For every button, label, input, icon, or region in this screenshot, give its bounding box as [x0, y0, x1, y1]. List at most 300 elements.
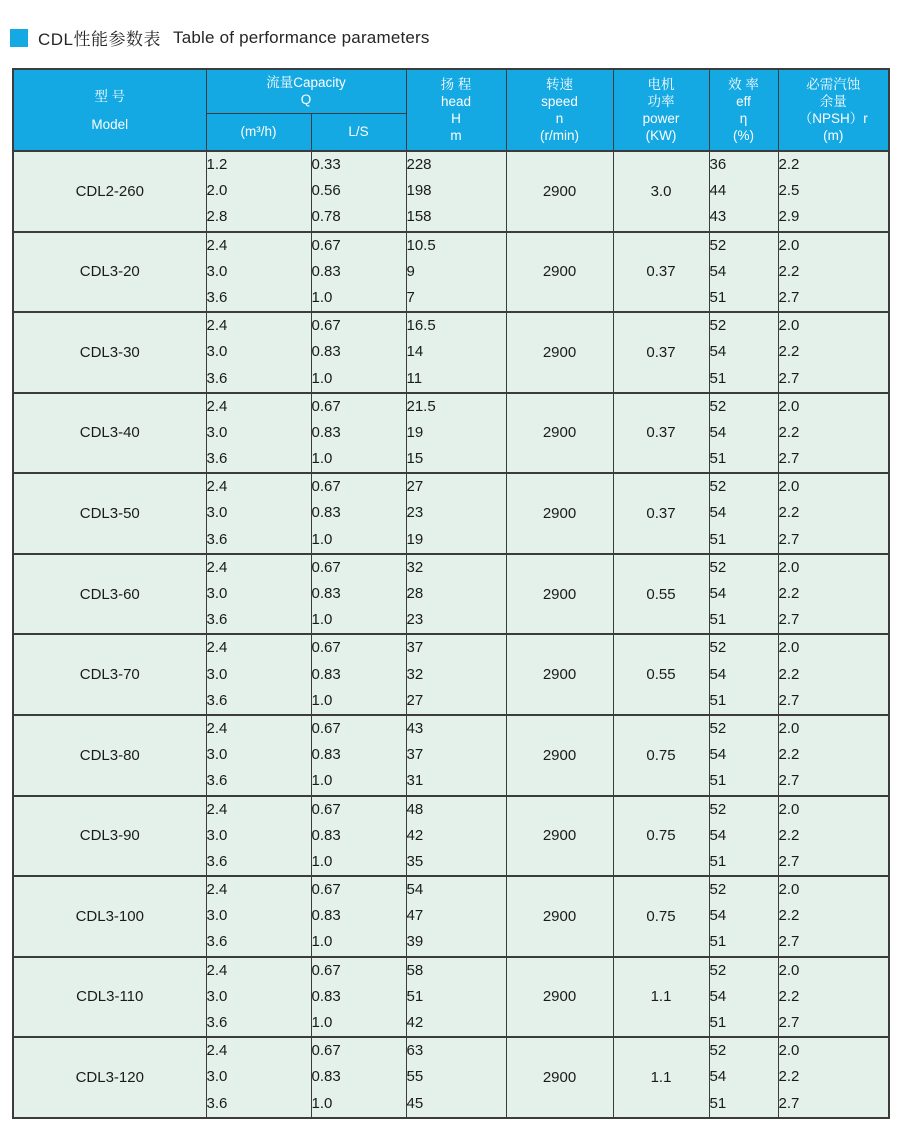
value-line: 52 [709, 317, 727, 335]
value-line: 2.0 [778, 397, 800, 415]
npsh-cell [778, 393, 889, 474]
value-line: 2.9 [778, 208, 800, 226]
value-line: 1.0 [311, 530, 333, 548]
npsh-cell [778, 554, 889, 635]
value-line: 2.0 [778, 719, 800, 737]
value-line: 0.83 [311, 585, 341, 602]
npsh-cell [778, 957, 889, 1038]
value-line: 0.83 [311, 987, 341, 1005]
header-speed-line: speed [541, 94, 578, 109]
header-eff-line: eff [736, 94, 751, 109]
power-cell: 1.1 [613, 1037, 709, 1118]
npsh-cell [778, 715, 889, 796]
header-head-line: m [450, 128, 462, 143]
value-line: 0.83 [311, 504, 341, 522]
value-line: 1.0 [311, 1094, 333, 1112]
eff-cell [709, 473, 778, 554]
head-cell [406, 312, 506, 393]
value-line: 228 [406, 156, 432, 173]
speed-cell: 2900 [506, 232, 613, 313]
head-cell [406, 876, 506, 957]
head-cell [406, 151, 506, 232]
power-cell: 0.37 [613, 473, 709, 554]
value-line: 47 [406, 907, 424, 925]
value-line: 3.0 [206, 585, 228, 602]
value-line: 0.67 [311, 478, 341, 496]
eff-cell [709, 634, 778, 715]
value-line: 2.7 [778, 530, 800, 548]
speed-cell: 2900 [506, 554, 613, 635]
speed-cell: 2900 [506, 1037, 613, 1118]
value-line: 0.83 [311, 907, 341, 925]
value-line: 3.0 [206, 907, 228, 925]
value-line: 43 [406, 719, 424, 737]
value-line: 31 [406, 772, 424, 790]
table-row [13, 232, 889, 313]
m3h-cell [206, 957, 311, 1038]
ls-cell [311, 796, 406, 877]
value-line: 45 [406, 1094, 424, 1112]
value-line: 51 [709, 1094, 727, 1112]
header-power [613, 69, 709, 151]
value-line: 35 [406, 852, 424, 870]
value-line: 0.83 [311, 1068, 341, 1086]
value-line: 3.0 [206, 987, 228, 1005]
m3h-cell [206, 473, 311, 554]
value-line: 51 [709, 611, 727, 629]
value-line: 23 [406, 611, 424, 629]
value-line: 3.0 [206, 1068, 228, 1086]
value-line: 0.67 [311, 236, 341, 254]
value-line: 54 [709, 585, 727, 602]
value-line: 2.4 [206, 397, 228, 415]
value-line: 2.2 [778, 343, 800, 361]
value-line: 3.6 [206, 933, 228, 951]
npsh-cell [778, 473, 889, 554]
value-line: 51 [709, 1014, 727, 1031]
value-line: 3.6 [206, 530, 228, 548]
page-title-en: Table of performance parameters [173, 27, 430, 47]
speed-cell: 2900 [506, 312, 613, 393]
header-eff [709, 69, 778, 151]
model-cell: CDL3-110 [13, 957, 206, 1038]
value-line: 27 [406, 478, 424, 496]
eff-cell [709, 151, 778, 232]
value-line: 2.2 [778, 423, 800, 441]
value-line: 3.6 [206, 1094, 228, 1112]
value-line: 58 [406, 961, 424, 979]
value-line: 42 [406, 826, 424, 844]
value-line: 2.0 [778, 800, 800, 818]
value-line: 54 [709, 343, 727, 361]
value-line: 2.7 [778, 1094, 800, 1112]
value-line: 2.2 [778, 156, 800, 173]
m3h-cell [206, 876, 311, 957]
value-line: 2.2 [778, 1068, 800, 1086]
value-line: 54 [709, 907, 727, 925]
value-line: 2.0 [778, 236, 800, 254]
table-row [13, 473, 889, 554]
value-line: 19 [406, 530, 424, 548]
eff-cell [709, 393, 778, 474]
header-eff-line: 效 率 [728, 77, 759, 92]
header-capacity-line1: 流量Capacity [266, 75, 346, 91]
value-line: 54 [709, 1068, 727, 1086]
value-line: 2.7 [778, 369, 800, 387]
header-npsh-line: 余量 [819, 94, 847, 109]
value-line: 2.2 [778, 987, 800, 1005]
speed-cell: 2900 [506, 715, 613, 796]
value-line: 2.2 [778, 907, 800, 925]
power-cell: 3.0 [613, 151, 709, 232]
m3h-cell [206, 393, 311, 474]
m3h-cell [206, 151, 311, 232]
value-line: 0.67 [311, 719, 341, 737]
table-row [13, 796, 889, 877]
value-line: 2.2 [778, 262, 800, 280]
header-eff-line: η [739, 111, 748, 126]
value-line: 42 [406, 1014, 424, 1031]
value-line: 3.0 [206, 826, 228, 844]
value-line: 0.83 [311, 826, 341, 844]
model-cell: CDL3-100 [13, 876, 206, 957]
value-line: 54 [709, 826, 727, 844]
value-line: 3.6 [206, 288, 228, 306]
value-line: 3.6 [206, 369, 228, 387]
value-line: 2.4 [206, 317, 228, 335]
value-line: 52 [709, 1042, 727, 1060]
header-model-zh: 型 号 [94, 88, 126, 104]
npsh-cell [778, 876, 889, 957]
m3h-cell [206, 554, 311, 635]
value-line: 54 [709, 504, 727, 522]
head-cell [406, 554, 506, 635]
value-line: 51 [709, 772, 727, 790]
eff-cell [709, 715, 778, 796]
value-line: 2.2 [778, 746, 800, 764]
m3h-cell [206, 715, 311, 796]
value-line: 2.7 [778, 852, 800, 870]
value-line: 2.4 [206, 558, 228, 576]
value-line: 2.7 [778, 450, 800, 468]
value-line: 2.4 [206, 478, 228, 496]
head-cell [406, 957, 506, 1038]
value-line: 3.6 [206, 450, 228, 468]
header-npsh-line: 必需汽蚀 [806, 77, 861, 92]
value-line: 52 [709, 397, 727, 415]
m3h-cell [206, 634, 311, 715]
value-line: 51 [406, 987, 424, 1005]
npsh-cell [778, 232, 889, 313]
title-bullet-square-icon [10, 29, 28, 47]
power-cell: 0.55 [613, 554, 709, 635]
header-capacity-ls: L/S [311, 113, 406, 151]
eff-cell [709, 876, 778, 957]
value-line: 11 [406, 369, 423, 387]
value-line: 0.67 [311, 558, 341, 576]
speed-cell: 2900 [506, 393, 613, 474]
value-line: 1.0 [311, 852, 333, 870]
header-speed-line: 转速 [546, 77, 573, 92]
head-cell [406, 634, 506, 715]
model-cell: CDL3-20 [13, 232, 206, 313]
value-line: 1.0 [311, 933, 333, 951]
value-line: 2.0 [778, 961, 800, 979]
value-line: 2.0 [778, 1042, 800, 1060]
model-cell: CDL3-80 [13, 715, 206, 796]
header-model-en: Model [91, 116, 129, 132]
value-line: 28 [406, 585, 424, 602]
value-line: 3.6 [206, 772, 228, 790]
value-line: 37 [406, 639, 424, 657]
head-cell [406, 796, 506, 877]
value-line: 3.6 [206, 611, 228, 629]
value-line: 43 [709, 208, 727, 226]
value-line: 16.5 [406, 317, 436, 335]
ls-cell [311, 393, 406, 474]
eff-cell [709, 554, 778, 635]
value-line: 2.4 [206, 881, 228, 899]
value-line: 2.4 [206, 1042, 228, 1060]
value-line: 2.2 [778, 585, 800, 602]
header-power-line: 功率 [647, 94, 675, 109]
power-cell: 0.37 [613, 312, 709, 393]
value-line: 21.5 [406, 397, 436, 415]
value-line: 2.4 [206, 236, 228, 254]
value-line: 0.83 [311, 343, 341, 361]
value-line: 3.6 [206, 1014, 228, 1031]
value-line: 54 [709, 423, 727, 441]
model-cell: CDL3-120 [13, 1037, 206, 1118]
header-speed-line: (r/min) [540, 128, 579, 143]
header-model [13, 69, 206, 151]
table-body [13, 151, 889, 1118]
model-cell: CDL2-260 [13, 151, 206, 232]
header-head-line: 扬 程 [440, 77, 472, 92]
model-cell: CDL3-70 [13, 634, 206, 715]
value-line: 63 [406, 1042, 424, 1060]
power-cell: 0.55 [613, 634, 709, 715]
power-cell: 0.75 [613, 715, 709, 796]
npsh-cell [778, 312, 889, 393]
model-cell: CDL3-40 [13, 393, 206, 474]
model-cell: CDL3-90 [13, 796, 206, 877]
value-line: 51 [709, 852, 727, 870]
ls-cell [311, 876, 406, 957]
ls-cell [311, 473, 406, 554]
value-line: 23 [406, 504, 424, 522]
value-line: 2.0 [778, 881, 800, 899]
ls-cell [311, 554, 406, 635]
value-line: 2.7 [778, 611, 800, 629]
ls-cell [311, 715, 406, 796]
m3h-cell [206, 312, 311, 393]
value-line: 54 [709, 987, 727, 1005]
model-cell: CDL3-30 [13, 312, 206, 393]
value-line: 36 [709, 156, 727, 173]
ls-cell [311, 151, 406, 232]
power-cell: 0.37 [613, 393, 709, 474]
value-line: 0.67 [311, 800, 341, 818]
value-line: 0.83 [311, 746, 341, 764]
value-line: 0.78 [311, 208, 341, 226]
value-line: 10.5 [406, 236, 436, 254]
value-line: 1.0 [311, 369, 333, 387]
value-line: 52 [709, 639, 727, 657]
value-line: 2.8 [206, 208, 228, 226]
ls-cell [311, 634, 406, 715]
header-head [406, 69, 506, 151]
value-line: 54 [709, 262, 727, 280]
table-row [13, 634, 889, 715]
value-line: 198 [406, 182, 432, 200]
value-line: 3.6 [206, 852, 228, 870]
eff-cell [709, 1037, 778, 1118]
header-npsh [778, 69, 889, 151]
value-line: 51 [709, 450, 727, 468]
ls-cell [311, 232, 406, 313]
value-line: 52 [709, 236, 727, 254]
head-cell [406, 715, 506, 796]
value-line: 3.0 [206, 423, 228, 441]
value-line: 44 [709, 182, 727, 200]
value-line: 1.2 [206, 156, 228, 173]
m3h-cell [206, 796, 311, 877]
value-line: 37 [406, 746, 424, 764]
value-line: 3.0 [206, 262, 228, 280]
table-row [13, 876, 889, 957]
value-line: 51 [709, 691, 727, 709]
table-row [13, 957, 889, 1038]
head-cell [406, 232, 506, 313]
value-line: 2.2 [778, 504, 800, 522]
value-line: 0.67 [311, 317, 341, 335]
value-line: 39 [406, 933, 424, 951]
value-line: 2.7 [778, 772, 800, 790]
value-line: 52 [709, 478, 727, 496]
table-row [13, 715, 889, 796]
value-line: 3.0 [206, 746, 228, 764]
value-line: 52 [709, 961, 727, 979]
head-cell [406, 1037, 506, 1118]
header-eff-line: (%) [733, 128, 754, 143]
power-cell: 1.1 [613, 957, 709, 1038]
value-line: 32 [406, 665, 424, 683]
power-cell: 0.75 [613, 876, 709, 957]
value-line: 0.67 [311, 639, 341, 657]
value-line: 0.83 [311, 665, 341, 683]
ls-cell [311, 1037, 406, 1118]
header-speed [506, 69, 613, 151]
value-line: 1.0 [311, 691, 333, 709]
header-power-line: 电机 [647, 77, 675, 92]
ls-cell [311, 957, 406, 1038]
model-cell: CDL3-50 [13, 473, 206, 554]
header-capacity [206, 69, 406, 113]
m3h-cell [206, 232, 311, 313]
value-line: 3.0 [206, 343, 228, 361]
value-line: 0.83 [311, 262, 341, 280]
value-line: 1.0 [311, 772, 333, 790]
value-line: 2.0 [778, 639, 800, 657]
model-cell: CDL3-60 [13, 554, 206, 635]
page-title [10, 25, 430, 50]
value-line: 2.0 [778, 317, 800, 335]
header-speed-line: n [555, 111, 564, 126]
value-line: 14 [406, 343, 424, 361]
value-line: 51 [709, 369, 727, 387]
eff-cell [709, 232, 778, 313]
npsh-cell [778, 151, 889, 232]
value-line: 51 [709, 288, 727, 306]
value-line: 2.5 [778, 182, 800, 200]
value-line: 0.67 [311, 397, 341, 415]
value-line: 2.0 [778, 478, 800, 496]
value-line: 0.33 [311, 156, 341, 173]
eff-cell [709, 796, 778, 877]
header-power-line: power [642, 111, 680, 126]
value-line: 2.2 [778, 826, 800, 844]
header-head-line: H [451, 111, 461, 126]
npsh-cell [778, 796, 889, 877]
value-line: 7 [406, 288, 415, 306]
value-line: 52 [709, 558, 727, 576]
value-line: 52 [709, 800, 727, 818]
npsh-cell [778, 634, 889, 715]
value-line: 54 [709, 746, 727, 764]
value-line: 52 [709, 881, 727, 899]
table-row [13, 151, 889, 232]
value-line: 0.56 [311, 182, 341, 200]
value-line: 52 [709, 719, 727, 737]
power-cell: 0.75 [613, 796, 709, 877]
value-line: 55 [406, 1068, 424, 1086]
value-line: 0.67 [311, 1042, 341, 1060]
value-line: 0.83 [311, 423, 341, 441]
header-power-line: (KW) [645, 128, 677, 143]
value-line: 0.67 [311, 881, 341, 899]
table-header [13, 69, 889, 151]
value-line: 19 [406, 423, 424, 441]
value-line: 158 [406, 208, 432, 226]
head-cell [406, 473, 506, 554]
speed-cell: 2900 [506, 634, 613, 715]
value-line: 3.0 [206, 504, 228, 522]
value-line: 2.2 [778, 665, 800, 683]
value-line: 2.7 [778, 691, 800, 709]
value-line: 2.4 [206, 961, 228, 979]
value-line: 2.4 [206, 639, 228, 657]
value-line: 9 [406, 262, 415, 280]
value-line: 2.7 [778, 933, 800, 951]
value-line: 1.0 [311, 288, 333, 306]
value-line: 54 [406, 881, 424, 899]
value-line: 51 [709, 530, 727, 548]
value-line: 51 [709, 933, 727, 951]
head-cell [406, 393, 506, 474]
header-npsh-line: （NPSH）r [798, 111, 868, 126]
speed-cell: 2900 [506, 796, 613, 877]
value-line: 1.0 [311, 450, 333, 468]
eff-cell [709, 957, 778, 1038]
eff-cell [709, 312, 778, 393]
table-row [13, 554, 889, 635]
value-line: 27 [406, 691, 424, 709]
table-row [13, 1037, 889, 1118]
value-line: 3.6 [206, 691, 228, 709]
speed-cell: 2900 [506, 957, 613, 1038]
value-line: 2.4 [206, 719, 228, 737]
